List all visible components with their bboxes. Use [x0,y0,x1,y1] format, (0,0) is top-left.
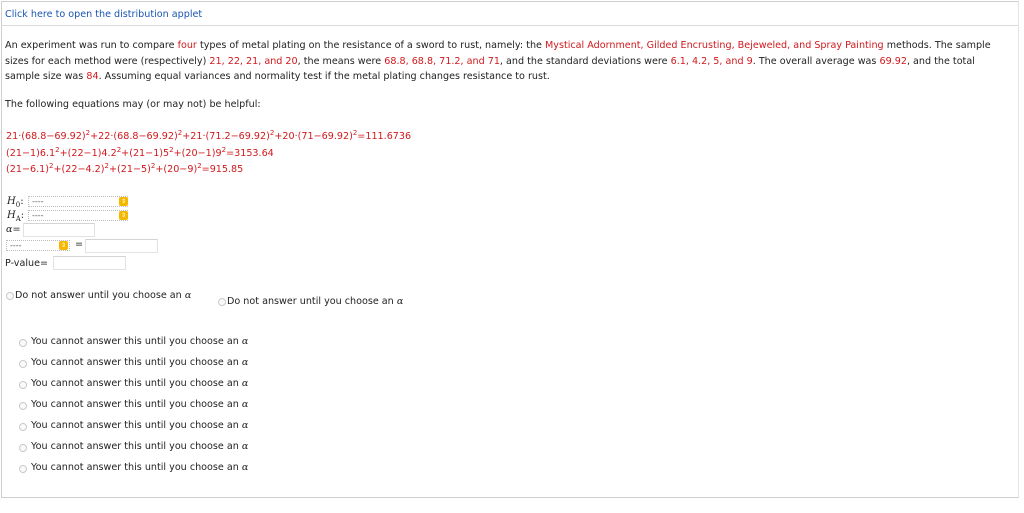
conclusion-label: You cannot answer this until you choose an α [31,399,249,410]
pvalue-input[interactable] [53,256,126,270]
decision-left-label: Do not answer until you choose an α [15,290,192,301]
conclusion-radio[interactable] [19,444,27,452]
conclusion-label: You cannot answer this until you choose an α [31,420,249,431]
standard-deviations: 6.1, 4.2, 5, and 9 [670,55,753,67]
conclusion-label: You cannot answer this until you choose an α [31,441,249,452]
decision-right-label: Do not answer until you choose an α [227,296,404,307]
conclusion-label: You cannot answer this until you choose an α [31,357,249,368]
helpful-equations-intro: The following equations may (or may not) be helpful: [5,99,261,110]
alpha-label: α= [6,224,21,235]
means: 68.8, 68.8, 71.2, and 71 [384,55,500,67]
conclusion-radio[interactable] [19,402,27,410]
alpha-input[interactable] [23,223,95,237]
conclusion-label: You cannot answer this until you choose an α [31,462,249,473]
total-sample-size: 84 [86,71,99,82]
header-divider [1,25,1018,26]
chevron-updown-icon[interactable]: ⇕ [120,198,127,205]
null-hypothesis-label: $H_0$: [7,196,24,209]
test-statistic-select[interactable]: ---- [6,240,70,251]
group-count: four [177,40,197,51]
conclusion-radio[interactable] [19,465,27,473]
equation-distractor: $(21-6.1)^2+(22-4.2)^2+(21-5)^2+(20-9)^2=915.85$ [6,162,244,175]
decision-right-radio[interactable] [218,298,226,306]
equation-ssw: $(21-1)6.1^2+(22-1)4.2^2+(21-1)5^2+(20-1)9^2=3153.64$ [6,146,274,159]
sample-sizes: 21, 22, 21, and 20 [209,55,298,67]
test-statistic-input[interactable] [85,239,158,253]
conclusion-radio[interactable] [19,339,27,347]
conclusion-label: You cannot answer this until you choose an α [31,336,249,347]
alternative-hypothesis-select[interactable]: ---- [28,210,128,221]
pvalue-label: P-value= [5,258,49,269]
equation-ssb: $21\cdot(68.8-69.92)^2+22\cdot(68.8-69.92)^2+21\cdot(71.2-69.92)^2+20\cdot(71-69.92)^2=111.6736$ [6,129,412,142]
conclusion-label: You cannot answer this until you choose an α [31,378,249,389]
method-names: Mystical Adornment, Gilded Encrusting, Bejeweled, and Spray Painting [545,40,884,51]
decision-left-radio[interactable] [6,292,14,300]
conclusion-radio[interactable] [19,381,27,389]
null-hypothesis-select[interactable]: ---- [28,196,128,207]
chevron-updown-icon[interactable]: ⇕ [60,242,67,249]
problem-statement: An experiment was run to compare four types of metal plating on the resistance of a sword to rust, namely: the Mystical Adornment, Gilded Encrusting, Bejeweled, and Spray Painting methods. The sample sizes for each method were (respectively) 21, 22, 21, and 20, the means were 68.8, 68.8, 71.2, and 71, and the standard deviations were 6.1, 4.2, 5, and 9. The overall average was 69.92, and the total sample size was 84. Assuming equal variances and normality test if the metal plating changes resistance to rust. [5,40,991,82]
statistic-equals: = [75,239,84,250]
conclusion-radio[interactable] [19,360,27,368]
alternative-hypothesis-label: $H_A$: [7,210,25,223]
overall-average: 69.92 [879,55,907,67]
conclusion-radio[interactable] [19,423,27,431]
distribution-applet-link[interactable]: Click here to open the distribution applet [5,9,203,20]
chevron-updown-icon[interactable]: ⇕ [120,212,127,219]
